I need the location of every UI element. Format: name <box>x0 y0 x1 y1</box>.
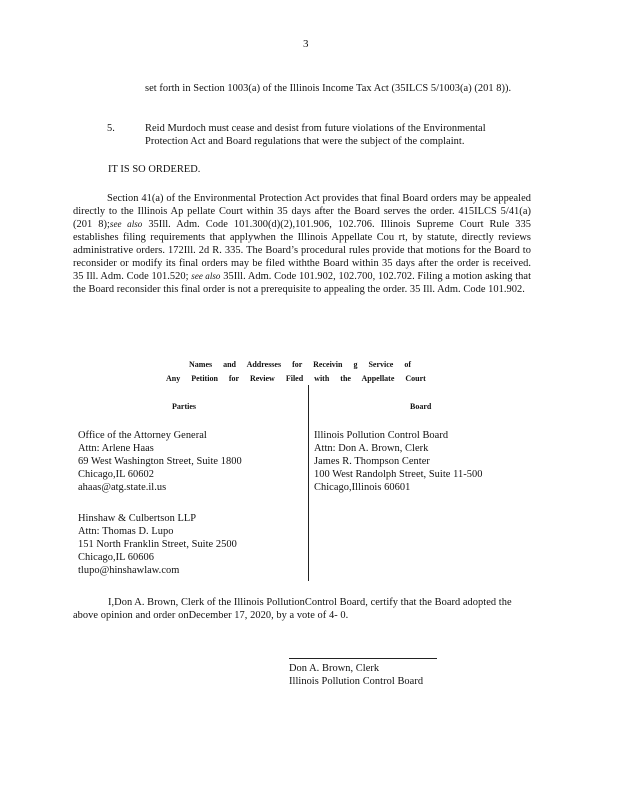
order-item-continuation: set forth in Section 1003(a) of the Illinois Income Tax Act (35ILCS 5/1003(a) (201 8)). <box>145 83 512 94</box>
appeal-text-part3: 35Ill. Adm. Code 101.902, 102.700, 102.702. Filing a motion asking that the Board reconsider this final order is not a prerequisite to appealing the order. 35 Ill. Adm. Code 101.902. <box>73 271 532 295</box>
address-line: Attn: Thomas D. Lupo <box>78 526 174 537</box>
so-ordered-statement: IT IS SO ORDERED. <box>108 164 201 175</box>
see-also-citation: see also <box>109 219 143 229</box>
service-header-line1: Names and Addresses for Receivin g Service of <box>189 360 412 369</box>
address-line: Attn: Arlene Haas <box>78 443 154 454</box>
see-also-citation: see also <box>191 271 221 281</box>
address-line: Attn: Don A. Brown, Clerk <box>314 443 429 454</box>
order-item-number: 5. <box>107 123 115 134</box>
column-divider <box>308 385 309 581</box>
address-line: 100 West Randolph Street, Suite 11-500 <box>314 469 483 480</box>
board-column-heading: Board <box>410 402 432 411</box>
certification-text: I,Don A. Brown, Clerk of the Illinois PollutionControl Board, certify that the Board adopted the above opinion and order onDecember 17, 2020, by a vote of 4- 0. <box>73 597 512 621</box>
party-address-attorney-general <box>78 429 242 494</box>
address-line: Chicago,Illinois 60601 <box>314 482 411 493</box>
service-header-line2: Any Petition for Review Filed with the Appellate Court <box>166 374 426 383</box>
signer-name: Don A. Brown, Clerk <box>289 663 380 674</box>
signature-line <box>289 658 437 659</box>
appeal-text-part2: 35Ill. Adm. Code 101.300(d)(2),101.906, 102.706. Illinois Supreme Court Rule 335 establishes filing requirements that applywhen the Illinois Appellate Cou rt, by statute, directly reviews administrative orders. 172Ill. 2d R. 335. The Board’s procedural rules provide that motions for the Board to reconsider or modify its final orders may be filed withthe Board within 35 days after the order is received. 35 Ill. Adm. Code 101.520; <box>73 219 531 282</box>
appeal-rights-paragraph <box>73 192 531 296</box>
party-address-hinshaw <box>78 512 237 577</box>
board-address <box>314 429 482 494</box>
address-line: Chicago,IL 60602 <box>78 469 155 480</box>
address-line: Hinshaw & Culbertson LLP <box>78 513 197 524</box>
address-line: Illinois Pollution Control Board <box>314 430 449 441</box>
order-item-text: Reid Murdoch must cease and desist from future violations of the Environmental Protection Act and Board regulations that were the subject of the complaint. <box>145 123 486 147</box>
signature-block <box>289 662 423 688</box>
address-line: James R. Thompson Center <box>314 456 430 467</box>
page-number: 3 <box>303 38 309 50</box>
appeal-text-part1: Section 41(a) of the Environmental Protection Act provides that final Board orders may be appealed directly to the Illinois Ap pellate Court within 35 days after the Board serves the order. 415ILCS 5/41(a) (201 8); <box>73 193 531 230</box>
address-line: 151 North Franklin Street, Suite 2500 <box>78 539 237 550</box>
parties-column-heading: Parties <box>172 402 196 411</box>
clerk-certification <box>73 596 533 622</box>
email-address: ahaas@atg.state.il.us <box>78 482 167 493</box>
address-line: Chicago,IL 60606 <box>78 552 155 563</box>
email-address: tlupo@hinshawlaw.com <box>78 565 180 576</box>
address-line: Office of the Attorney General <box>78 430 207 441</box>
signer-organization: Illinois Pollution Control Board <box>289 676 424 687</box>
address-line: 69 West Washington Street, Suite 1800 <box>78 456 242 467</box>
